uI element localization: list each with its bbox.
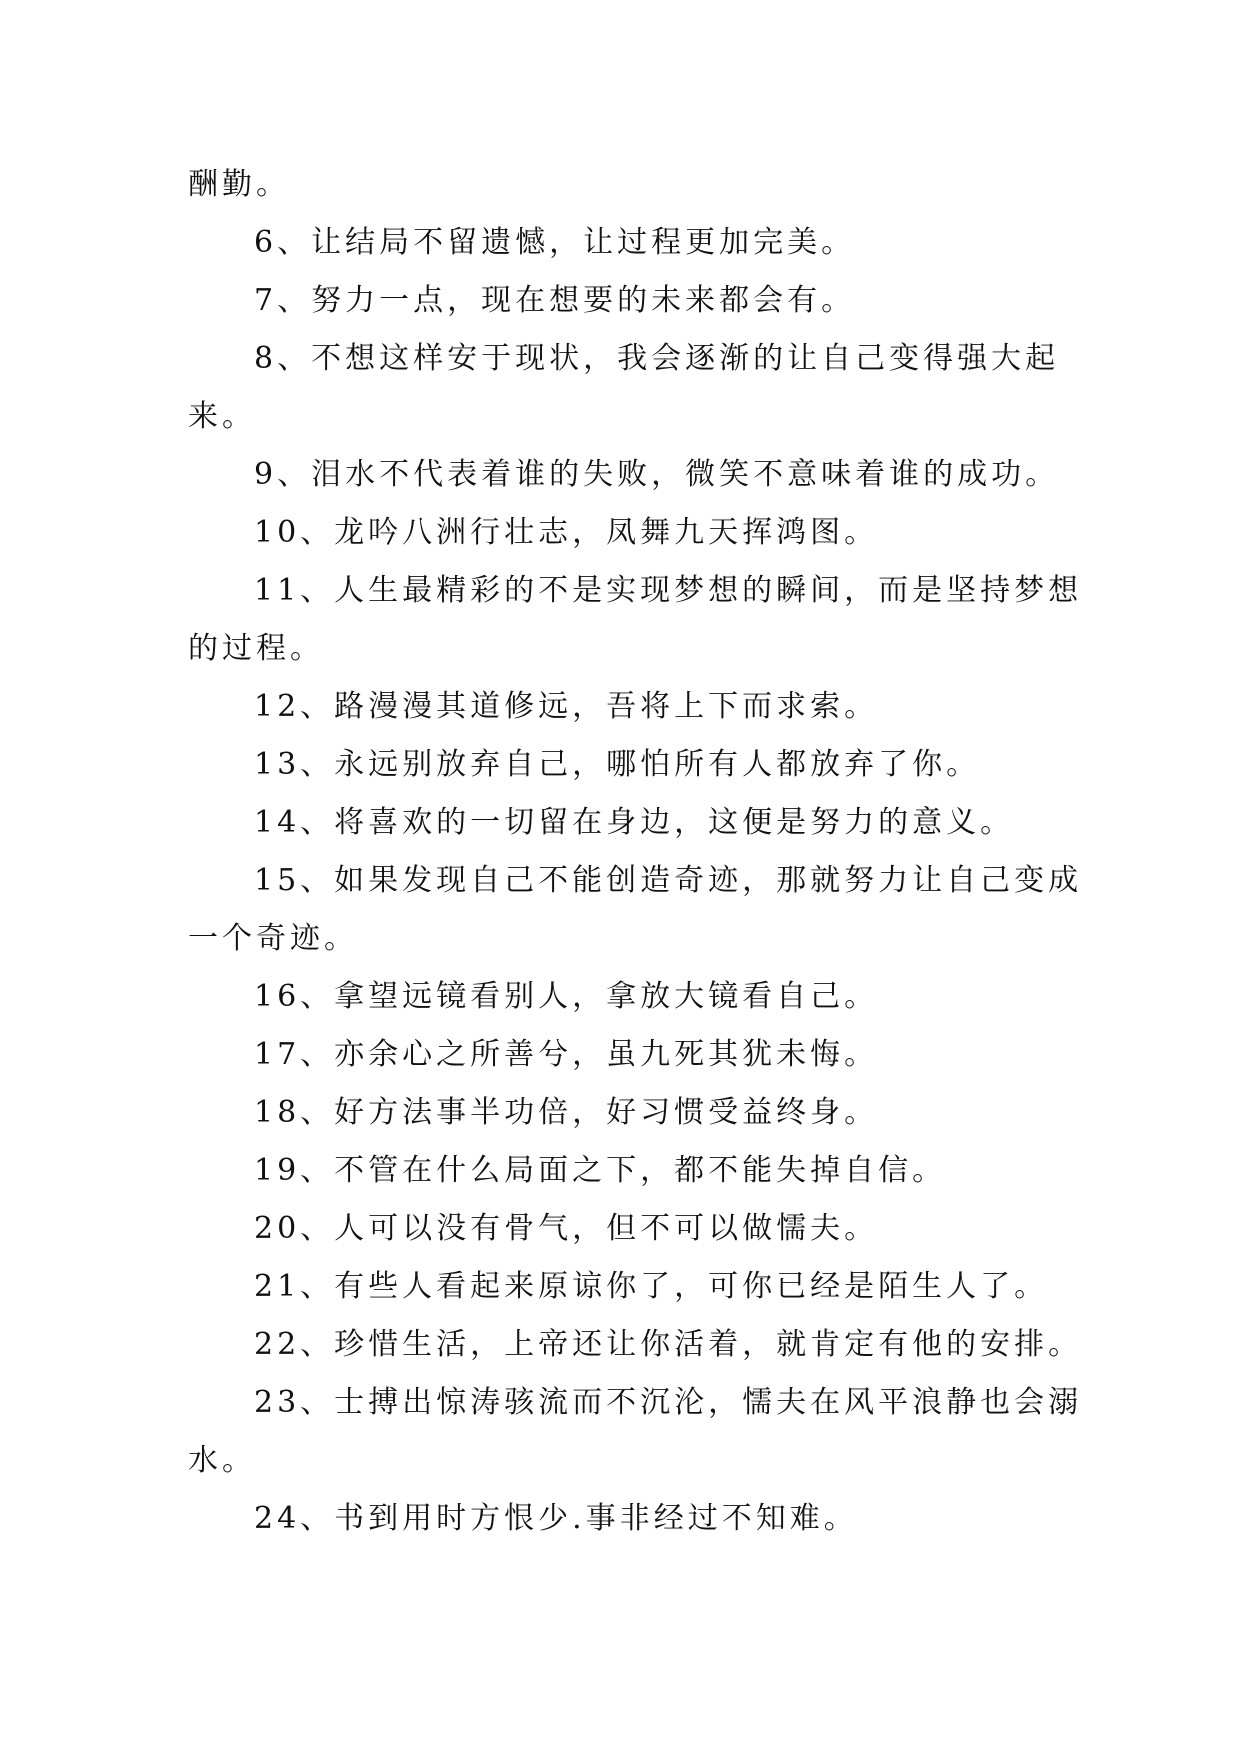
text-line-item-18: 18、好方法事半功倍，好习惯受益终身。 [254, 1095, 879, 1130]
text-line-item-11-cont: 的过程。 [188, 631, 324, 666]
text-line-item-8-cont: 来。 [188, 399, 256, 434]
text-line-item-23-cont: 水。 [188, 1443, 256, 1478]
text-line-continuation: 酬勤。 [188, 167, 290, 202]
text-line-item-17: 17、亦余心之所善兮，虽九死其犹未悔。 [254, 1037, 879, 1072]
text-line-item-16: 16、拿望远镜看别人，拿放大镜看自己。 [254, 979, 879, 1014]
text-line-item-8: 8、不想这样安于现状，我会逐渐的让自己变得强大起 [254, 341, 1060, 376]
text-line-item-14: 14、将喜欢的一切留在身边，这便是努力的意义。 [254, 805, 1015, 840]
text-line-item-9: 9、泪水不代表着谁的失败，微笑不意味着谁的成功。 [254, 457, 1060, 492]
text-line-item-20: 20、人可以没有骨气，但不可以做懦夫。 [254, 1211, 879, 1246]
text-line-item-15-cont: 一个奇迹。 [188, 921, 358, 956]
text-line-item-22: 22、珍惜生活，上帝还让你活着，就肯定有他的安排。 [254, 1327, 1083, 1362]
text-line-item-19: 19、不管在什么局面之下，都不能失掉自信。 [254, 1153, 947, 1188]
text-line-item-6: 6、让结局不留遗憾，让过程更加完美。 [254, 225, 856, 260]
text-line-item-12: 12、路漫漫其道修远，吾将上下而求索。 [254, 689, 879, 724]
text-line-item-7: 7、努力一点，现在想要的未来都会有。 [254, 283, 856, 318]
text-line-item-23: 23、士搏出惊涛骇流而不沉沦，懦夫在风平浪静也会溺 [254, 1385, 1083, 1420]
text-line-item-24: 24、书到用时方恨少.事非经过不知难。 [254, 1501, 858, 1536]
text-line-item-11: 11、人生最精彩的不是实现梦想的瞬间，而是坚持梦想 [254, 573, 1083, 608]
text-line-item-15: 15、如果发现自己不能创造奇迹，那就努力让自己变成 [254, 863, 1083, 898]
text-line-item-21: 21、有些人看起来原谅你了，可你已经是陌生人了。 [254, 1269, 1049, 1304]
text-line-item-10: 10、龙吟八洲行壮志，凤舞九天挥鸿图。 [254, 515, 879, 550]
text-line-item-13: 13、永远别放弃自己，哪怕所有人都放弃了你。 [254, 747, 981, 782]
